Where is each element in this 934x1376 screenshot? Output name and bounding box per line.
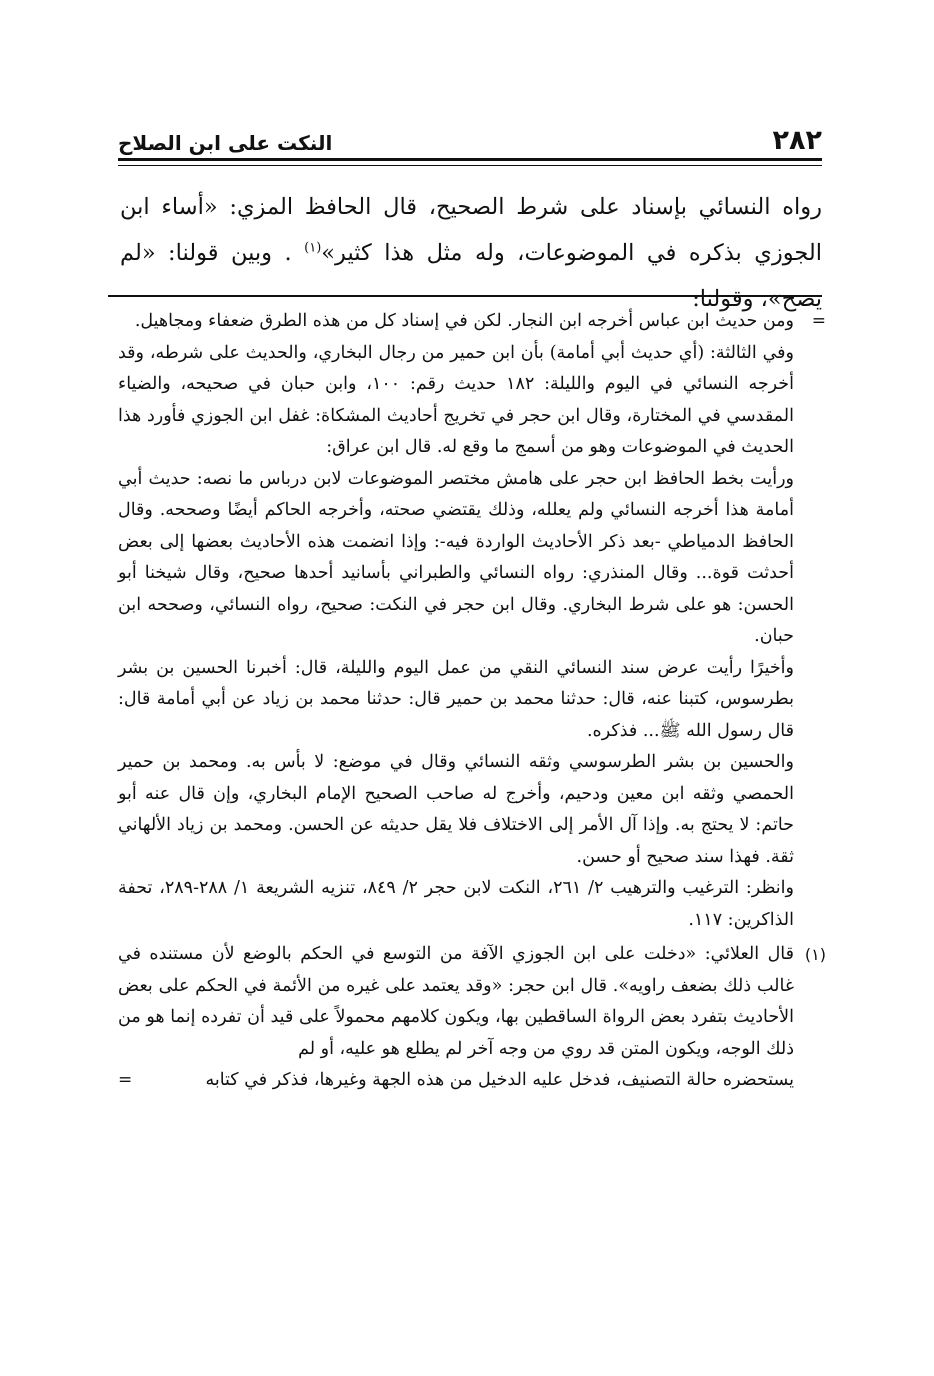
- footnote-last-line-text: يستحضره حالة التصنيف، فدخل عليه الدخيل من هذه الجهة وغيرها، فذكر في كتابه: [205, 1070, 794, 1090]
- footnote-1: [118, 939, 826, 1097]
- footnote-text: قال العلائي: «دخلت على ابن الجوزي الآفة من التوسع في الحكم بالوضع لأن مستنده في غالب ذلك بضعف راويه». قال ابن حجر: «وقد يعتمد على غيره من الأئمة في الحكم على بعض الأحاديث بتفرد بعض الرواة الساقطين بها، ويكون كلامهم محمولاً على قيد أن تفرده إنما هو من ذلك الوجه، ويكون المتن قد روي من وجه آخر لم يطلع هو عليه، أو لم: [118, 944, 794, 1059]
- footnote-reference[interactable]: (١): [304, 240, 322, 256]
- continuation-marker: =: [811, 311, 826, 331]
- footnote-paragraph: ومن حديث ابن عباس أخرجه ابن النجار. لكن في إسناد كل من هذه الطرق ضعفاء ومجاهيل.: [134, 311, 794, 331]
- main-text: [120, 184, 822, 322]
- continues-next-page-marker: =: [118, 1070, 133, 1090]
- footnote-paragraph: ورأيت بخط الحافظ ابن حجر على هامش مختصر الموضوعات لابن درباس ما نصه: حديث أبي أمامة هذا أخرجه النسائي ولم يعلله، وذلك يقتضي صحته، وأخرجه الحاكم أيضًا وصححه. وقال الحافظ الدمياطي -بعد ذكر الأحاديث الواردة فيه-: وإذا انضمت هذه الأحاديث بعضها إلى بعض أحدثت قوة... وقال المنذري: رواه النسائي والطبراني بأسانيد أحدها صحيح، وقال شيخنا أبو الحسن: هو على شرط البخاري. وقال ابن حجر في النكت: صحيح، رواه النسائي، وصححه ابن حبان.: [118, 468, 795, 646]
- running-title: النكت على ابن الصلاح: [118, 131, 333, 155]
- main-paragraph: [120, 184, 822, 322]
- main-text-part2: . وبين قولنا: «لم يصح»، وقولنا:: [120, 240, 822, 312]
- footnote-separator: [108, 295, 822, 297]
- footnote-marker: (١): [804, 945, 826, 964]
- main-text-part1: رواه النسائي بإسناد على شرط الصحيح، قال الحافظ المزي: «أساء ابن الجوزي بذكره في الموضوعات، وله مثل هذا كثير»: [120, 194, 822, 266]
- header-rule: [118, 158, 822, 166]
- footnote-last-line: [118, 1065, 794, 1097]
- footnote-paragraph: وفي الثالثة: (أي حديث أبي أمامة) بأن ابن حمير من رجال البخاري، والحديث على شرطه، وقد أخرجه النسائي في اليوم والليلة: ١٨٢ حديث رقم: ١٠٠، وابن حبان في صحيحه، والضياء المقدسي في المختارة، وقال ابن حجر في تخريج أحاديث المشكاة: غفل ابن الجوزي فأورد هذا الحديث في الموضوعات وهو من أسمج ما وقع له. قال ابن عراق:: [118, 342, 794, 457]
- footnotes: [118, 306, 826, 1097]
- footnote-paragraph: والحسين بن بشر الطرسوسي وثقه النسائي وقال في موضع: لا بأس به. ومحمد بن حمير الحمصي وثقه ابن معين ودحيم، وأخرج له صاحب الصحيح الإمام البخاري، وإن قال عنه أبو حاتم: لا يحتج به. وإذا آل الأمر إلى الاختلاف فلا يقل حديثه عن الحسن. ومحمد بن زياد الألهاني ثقة. فهذا سند صحيح أو حسن.: [118, 752, 794, 867]
- footnote-paragraph: وانظر: الترغيب والترهيب ٢/ ٢٦١، النكت لابن حجر ٢/ ٨٤٩، تنزيه الشريعة ١/ ٢٨٨-٢٨٩، تحفة الذاكرين: ١١٧.: [118, 878, 794, 930]
- continued-footnote: [118, 306, 826, 936]
- page-header: [118, 118, 822, 158]
- footnote-paragraph: وأخيرًا رأيت عرض سند النسائي النقي من عمل اليوم والليلة، قال: أخبرنا الحسين بن بشر بطرسوس، كتبنا عنه، قال: حدثنا محمد بن حمير قال: حدثنا محمد بن زياد عن أبي أمامة قال: قال رسول الله ﷺ... فذكره.: [118, 657, 794, 741]
- page-number: ٢٨٢: [772, 125, 822, 156]
